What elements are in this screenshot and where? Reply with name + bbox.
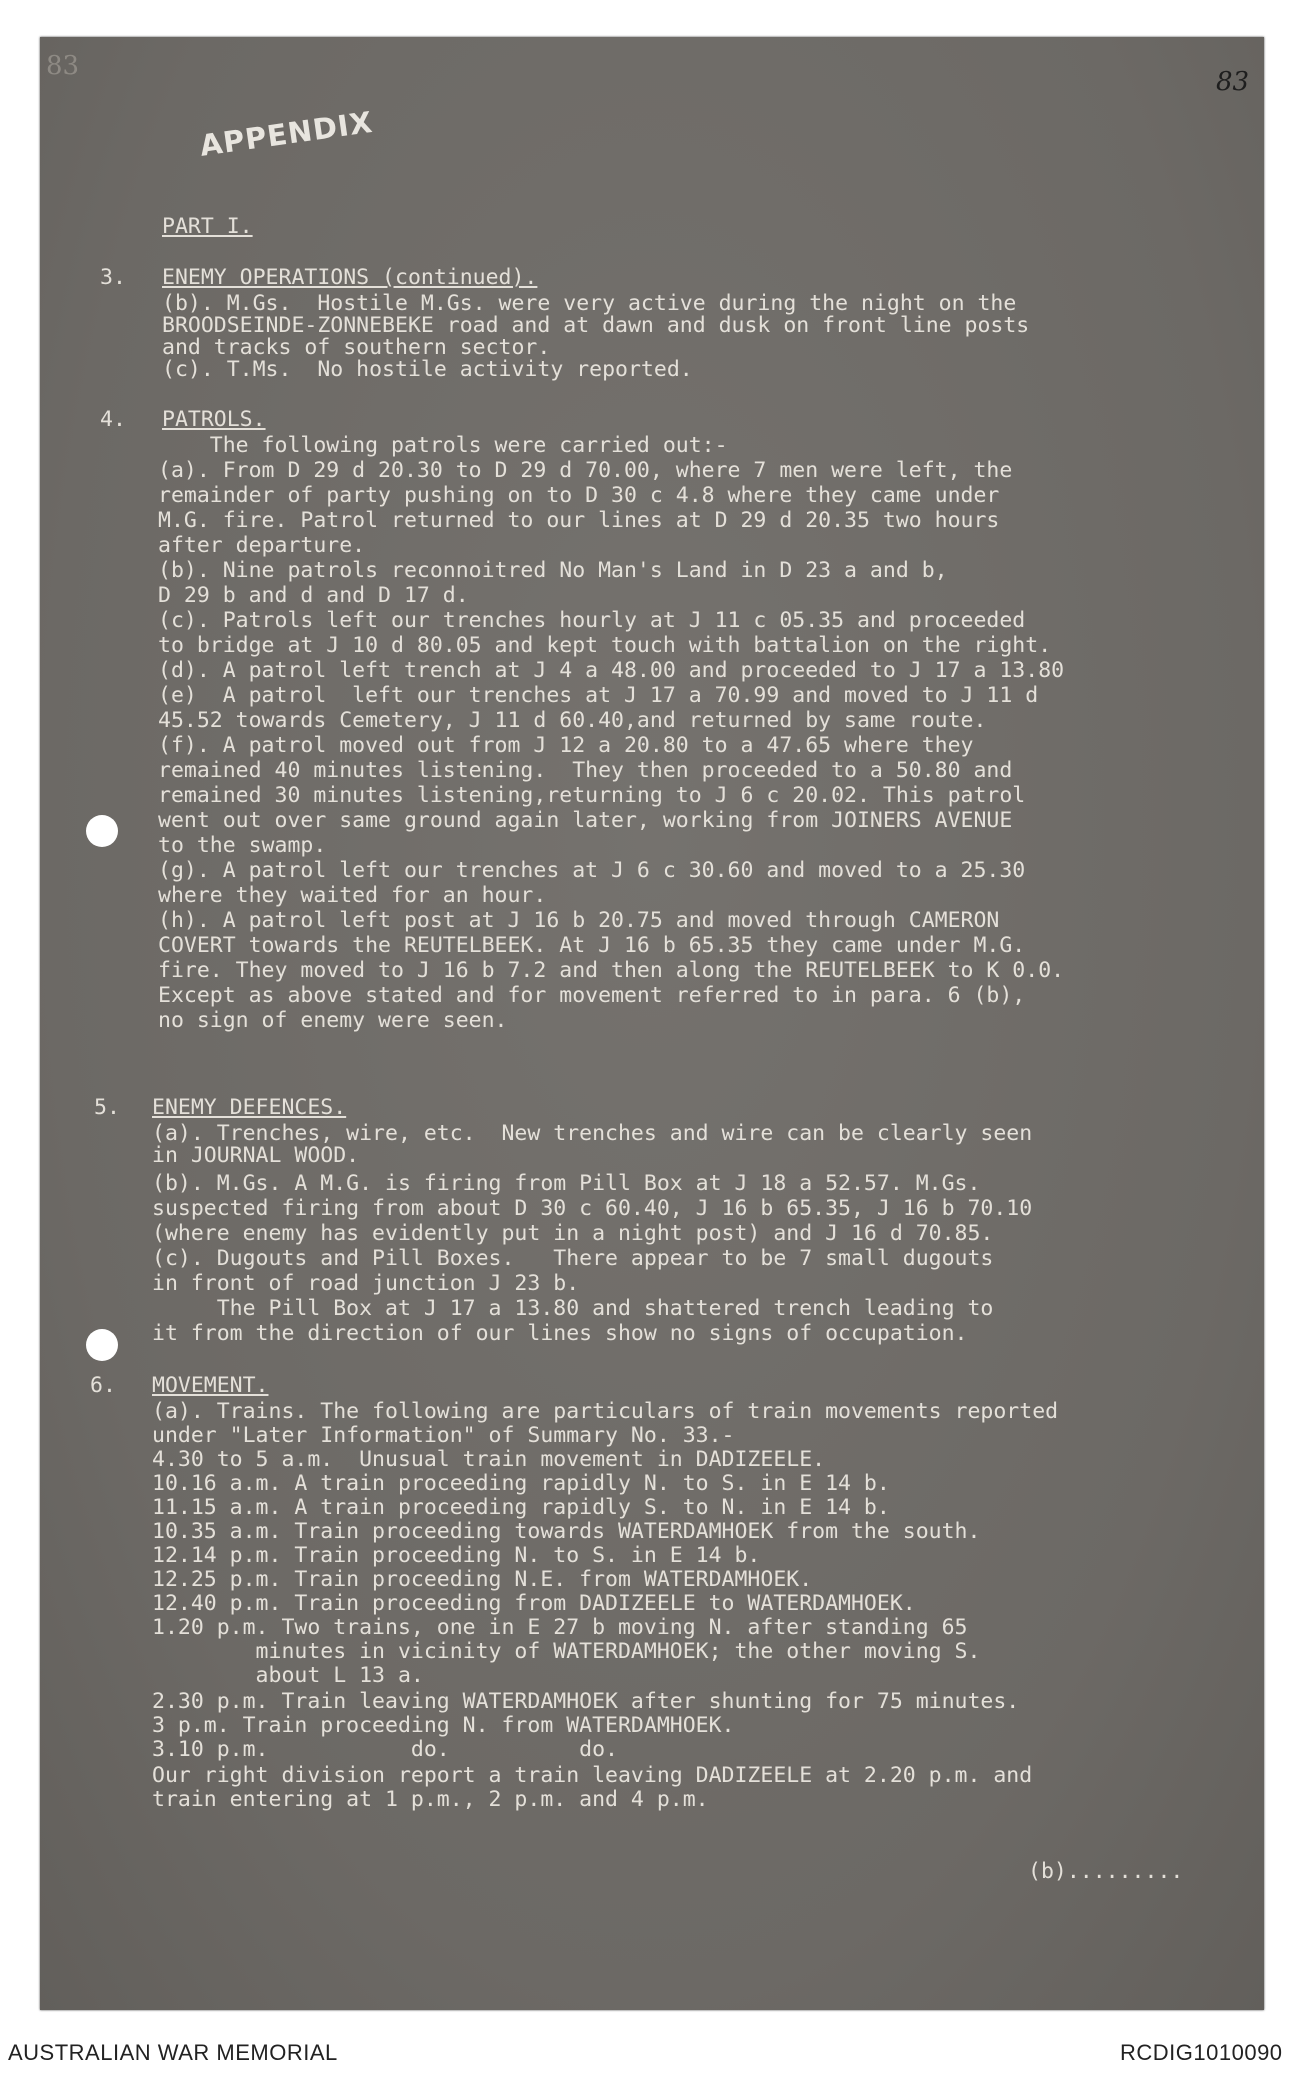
text-line: The following patrols were carried out:-	[158, 433, 728, 458]
text-line: 11.15 a.m. A train proceeding rapidly S. to N. in E 14 b.	[152, 1495, 890, 1520]
section-number: 5.	[94, 1095, 120, 1120]
text-line: (a). Trenches, wire, etc. New trenches and wire can be clearly seen	[152, 1121, 1033, 1146]
text-line: in JOURNAL WOOD.	[152, 1143, 360, 1168]
text-line: 12.14 p.m. Train proceeding N. to S. in E 14 b.	[152, 1543, 761, 1568]
text-line: (g). A patrol left our trenches at J 6 c 30.60 and moved to a 25.30	[158, 858, 1026, 883]
text-line: minutes in vicinity of WATERDAMHOEK; the other moving S.	[152, 1639, 981, 1664]
text-line: (c). Patrols left our trenches hourly at J 11 c 05.35 and proceeded	[158, 608, 1026, 633]
corner-number-right: 83	[1216, 67, 1250, 97]
punch-hole	[86, 1329, 118, 1361]
section-heading: PATROLS.	[162, 407, 266, 432]
text-line: to the swamp.	[158, 833, 327, 858]
text-line: (c). Dugouts and Pill Boxes. There appear to be 7 small dugouts	[152, 1246, 994, 1271]
part-heading: PART I.	[162, 214, 253, 239]
footer-record-id: RCDIG1010090	[1120, 2040, 1283, 2065]
text-line: 3.10 p.m. do. do.	[152, 1737, 618, 1762]
text-line: (d). A patrol left trench at J 4 a 48.00 and proceeded to J 17 a 13.80	[158, 658, 1065, 683]
text-line: 12.25 p.m. Train proceeding N.E. from WATERDAMHOEK.	[152, 1567, 813, 1592]
text-line: D 29 b and d and D 17 d.	[158, 583, 469, 608]
appendix-stamp: APPENDIX	[197, 104, 375, 163]
text-line: Except as above stated and for movement referred to in para. 6 (b),	[158, 983, 1026, 1008]
text-line: 10.16 a.m. A train proceeding rapidly N. to S. in E 14 b.	[152, 1471, 890, 1496]
text-line: 45.52 towards Cemetery, J 11 d 60.40,and returned by same route.	[158, 708, 987, 733]
text-line: (b). M.Gs. Hostile M.Gs. were very active during the night on the	[162, 291, 1017, 316]
section-heading: MOVEMENT.	[152, 1373, 269, 1398]
text-line: train entering at 1 p.m., 2 p.m. and 4 p.m.	[152, 1787, 709, 1812]
text-line: 3 p.m. Train proceeding N. from WATERDAMHOEK.	[152, 1713, 735, 1738]
text-line: remained 30 minutes listening,returning to J 6 c 20.02. This patrol	[158, 783, 1026, 808]
text-line: (b). M.Gs. A M.G. is firing from Pill Box at J 18 a 52.57. M.Gs.	[152, 1171, 981, 1196]
section-heading: ENEMY OPERATIONS (continued).	[162, 265, 538, 290]
text-line: in front of road junction J 23 b.	[152, 1271, 580, 1296]
text-line: BROODSEINDE-ZONNEBEKE road and at dawn and dusk on front line posts	[162, 313, 1030, 338]
text-line: went out over same ground again later, working from JOINERS AVENUE	[158, 808, 1013, 833]
section-number: 3.	[100, 265, 126, 290]
text-line: COVERT towards the REUTELBEEK. At J 16 b 65.35 they came under M.G.	[158, 933, 1026, 958]
text-line: 12.40 p.m. Train proceeding from DADIZEELE to WATERDAMHOEK.	[152, 1591, 916, 1616]
corner-number-left: 83	[46, 51, 80, 81]
text-line: (a). From D 29 d 20.30 to D 29 d 70.00, where 7 men were left, the	[158, 458, 1013, 483]
text-line: fire. They moved to J 16 b 7.2 and then along the REUTELBEEK to K 0.0.	[158, 958, 1065, 983]
text-line: (b). Nine patrols reconnoitred No Man's Land in D 23 a and b,	[158, 558, 948, 583]
text-line: where they waited for an hour.	[158, 883, 547, 908]
text-line: about L 13 a.	[152, 1663, 424, 1688]
text-line: suspected firing from about D 30 c 60.40, J 16 b 65.35, J 16 b 70.10	[152, 1196, 1033, 1221]
text-line: to bridge at J 10 d 80.05 and kept touch with battalion on the right.	[158, 633, 1052, 658]
text-line: (where enemy has evidently put in a night post) and J 16 d 70.85.	[152, 1221, 994, 1246]
text-line: The Pill Box at J 17 a 13.80 and shattered trench leading to	[152, 1296, 994, 1321]
text-line: 2.30 p.m. Train leaving WATERDAMHOEK after shunting for 75 minutes.	[152, 1689, 1020, 1714]
text-line: 10.35 a.m. Train proceeding towards WATERDAMHOEK from the south.	[152, 1519, 981, 1544]
text-line: M.G. fire. Patrol returned to our lines at D 29 d 20.35 two hours	[158, 508, 1000, 533]
text-line: 4.30 to 5 a.m. Unusual train movement in DADIZEELE.	[152, 1447, 826, 1472]
section-number: 4.	[100, 407, 126, 432]
section-number: 6.	[90, 1373, 116, 1398]
text-line: after departure.	[158, 533, 366, 558]
text-line: (f). A patrol moved out from J 12 a 20.80 to a 47.65 where they	[158, 733, 974, 758]
text-line: (e) A patrol left our trenches at J 17 a 70.99 and moved to J 11 d	[158, 683, 1039, 708]
text-line: Our right division report a train leaving DADIZEELE at 2.20 p.m. and	[152, 1763, 1033, 1788]
text-line: (h). A patrol left post at J 16 b 20.75 and moved through CAMERON	[158, 908, 1000, 933]
text-line: under "Later Information" of Summary No. 33.-	[152, 1423, 735, 1448]
text-line: remained 40 minutes listening. They then proceeded to a 50.80 and	[158, 758, 1013, 783]
section-heading: ENEMY DEFENCES.	[152, 1095, 347, 1120]
footer-archive-name: AUSTRALIAN WAR MEMORIAL	[8, 2040, 338, 2065]
text-line: 1.20 p.m. Two trains, one in E 27 b moving N. after standing 65	[152, 1615, 968, 1640]
punch-hole	[86, 815, 118, 847]
text-line: and tracks of southern sector.	[162, 335, 551, 360]
text-line: it from the direction of our lines show no signs of occupation.	[152, 1321, 968, 1346]
continuation-marker: (b).........	[1028, 1859, 1184, 1884]
text-line: (a). Trains. The following are particulars of train movements reported	[152, 1399, 1059, 1424]
document-sheet	[40, 37, 1264, 2010]
text-line: no sign of enemy were seen.	[158, 1008, 508, 1033]
text-line: (c). T.Ms. No hostile activity reported.	[162, 357, 693, 382]
text-line: remainder of party pushing on to D 30 c 4.8 where they came under	[158, 483, 1000, 508]
